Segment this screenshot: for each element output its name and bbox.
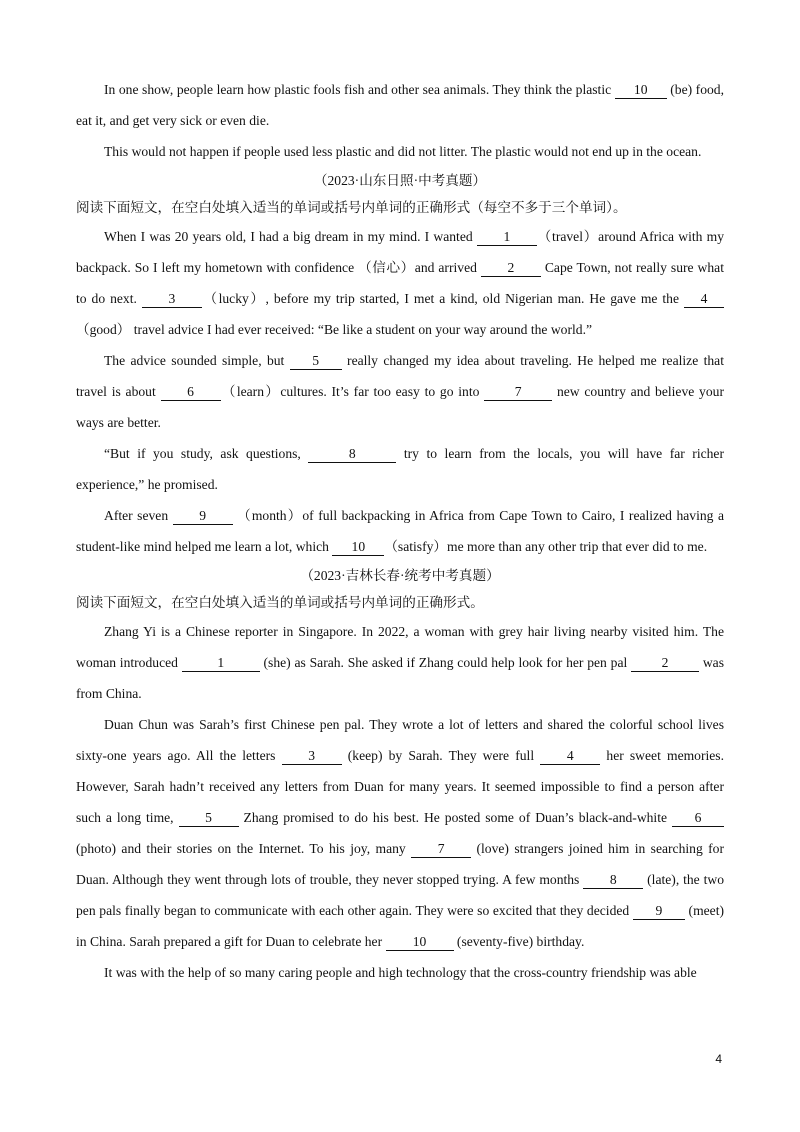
paragraph: Zhang Yi is a Chinese reporter in Singapore. In 2022, a woman with grey hair living nearby visited him. The woman introduced 1 (she) as Sarah. She asked if Zhang could help look for her pen pal 2 was from China. bbox=[76, 624, 724, 701]
blank-4[interactable]: 4 bbox=[540, 748, 600, 765]
paragraph: After seven 9 （month）of full backpacking in Africa from Cape Town to Cairo, I realized having a student-like mind helped me learn a lot, which 10 （satisfy）me more than any other trip that ever did to me. bbox=[76, 508, 724, 554]
paragraph: In one show, people learn how plastic fools fish and other sea animals. They think the plastic 10 (be) food, eat it, and get very sick or even die. bbox=[76, 82, 725, 128]
blank-9[interactable]: 9 bbox=[173, 508, 233, 525]
blank-1[interactable]: 1 bbox=[182, 655, 260, 672]
paragraph: When I was 20 years old, I had a big dream in my mind. I wanted 1 （travel）around Africa with my backpack. So I left my hometown with confidence （信心）and arrived 2 Cape Town, not really sure what to do next. 3 （lucky）, before my trip started, I met a kind, old Nigerian man. He gave me the 4（good） travel advice I had ever received: “Be like a student on your way around the world.” bbox=[76, 229, 725, 337]
blank-3[interactable]: 3 bbox=[142, 291, 202, 308]
blank-2[interactable]: 2 bbox=[631, 655, 699, 672]
blank-1[interactable]: 1 bbox=[477, 229, 537, 246]
section-source: （2023·山东日照·中考真题） bbox=[313, 173, 487, 188]
section-instructions: 阅读下面短文，在空白处填入适当的单词或括号内单词的正确形式。 bbox=[76, 595, 484, 610]
blank-6[interactable]: 6 bbox=[161, 384, 221, 401]
blank-10[interactable]: 10 bbox=[386, 934, 454, 951]
paragraph: It was with the help of so many caring people and high technology that the cross-country friendship was able bbox=[104, 965, 697, 980]
blank-5[interactable]: 5 bbox=[290, 353, 342, 370]
blank-9[interactable]: 9 bbox=[633, 903, 685, 920]
blank-10[interactable]: 10 bbox=[332, 539, 384, 556]
section-instructions: 阅读下面短文，在空白处填入适当的单词或括号内单词的正确形式（每空不多于三个单词）。 bbox=[76, 200, 627, 215]
paragraph: “But if you study, ask questions, 8 try to learn from the locals, you will have far richer experience,” he promised. bbox=[76, 446, 724, 492]
blank-3[interactable]: 3 bbox=[282, 748, 342, 765]
blank-8[interactable]: 8 bbox=[308, 446, 396, 463]
section-source: （2023·吉林长春·统考中考真题） bbox=[300, 568, 500, 583]
blank-2[interactable]: 2 bbox=[481, 260, 541, 277]
blank-7[interactable]: 7 bbox=[484, 384, 552, 401]
blank-5[interactable]: 5 bbox=[179, 810, 239, 827]
blank-10[interactable]: 10 bbox=[615, 82, 667, 99]
paragraph: The advice sounded simple, but 5 really changed my idea about traveling. He helped me realize that travel is about 6 （learn）cultures. It’s far too easy to go into 7 new country and believe your ways are better. bbox=[76, 353, 724, 430]
paragraph: Duan Chun was Sarah’s first Chinese pen pal. They wrote a lot of letters and shared the colorful school lives sixty-one years ago. All the letters 3 (keep) by Sarah. They were full 4 her sweet memories. However, Sarah hadn’t received any letters from Duan for many years. It seemed impossible to find a person after such a long time, 5 Zhang promised to do his best. He posted some of Duan’s black-and-white 6 (photo) and their stories on the Internet. To his joy, many 7 (love) strangers joined him in searching for Duan. Although they went through lots of trouble, they never stopped trying. A few months 8 (late), the two pen pals finally began to communicate with each other again. They were so excited that they decided 9 (meet) in China. Sarah prepared a gift for Duan to celebrate her 10 (seventy-five) birthday. bbox=[76, 717, 725, 949]
document-page bbox=[76, 74, 724, 988]
blank-7[interactable]: 7 bbox=[411, 841, 471, 858]
page-number: 4 bbox=[715, 1052, 722, 1066]
blank-6[interactable]: 6 bbox=[672, 810, 724, 827]
blank-8[interactable]: 8 bbox=[583, 872, 643, 889]
blank-4[interactable]: 4 bbox=[684, 291, 724, 308]
paragraph: This would not happen if people used less plastic and did not litter. The plastic would not end up in the ocean. bbox=[104, 144, 702, 159]
